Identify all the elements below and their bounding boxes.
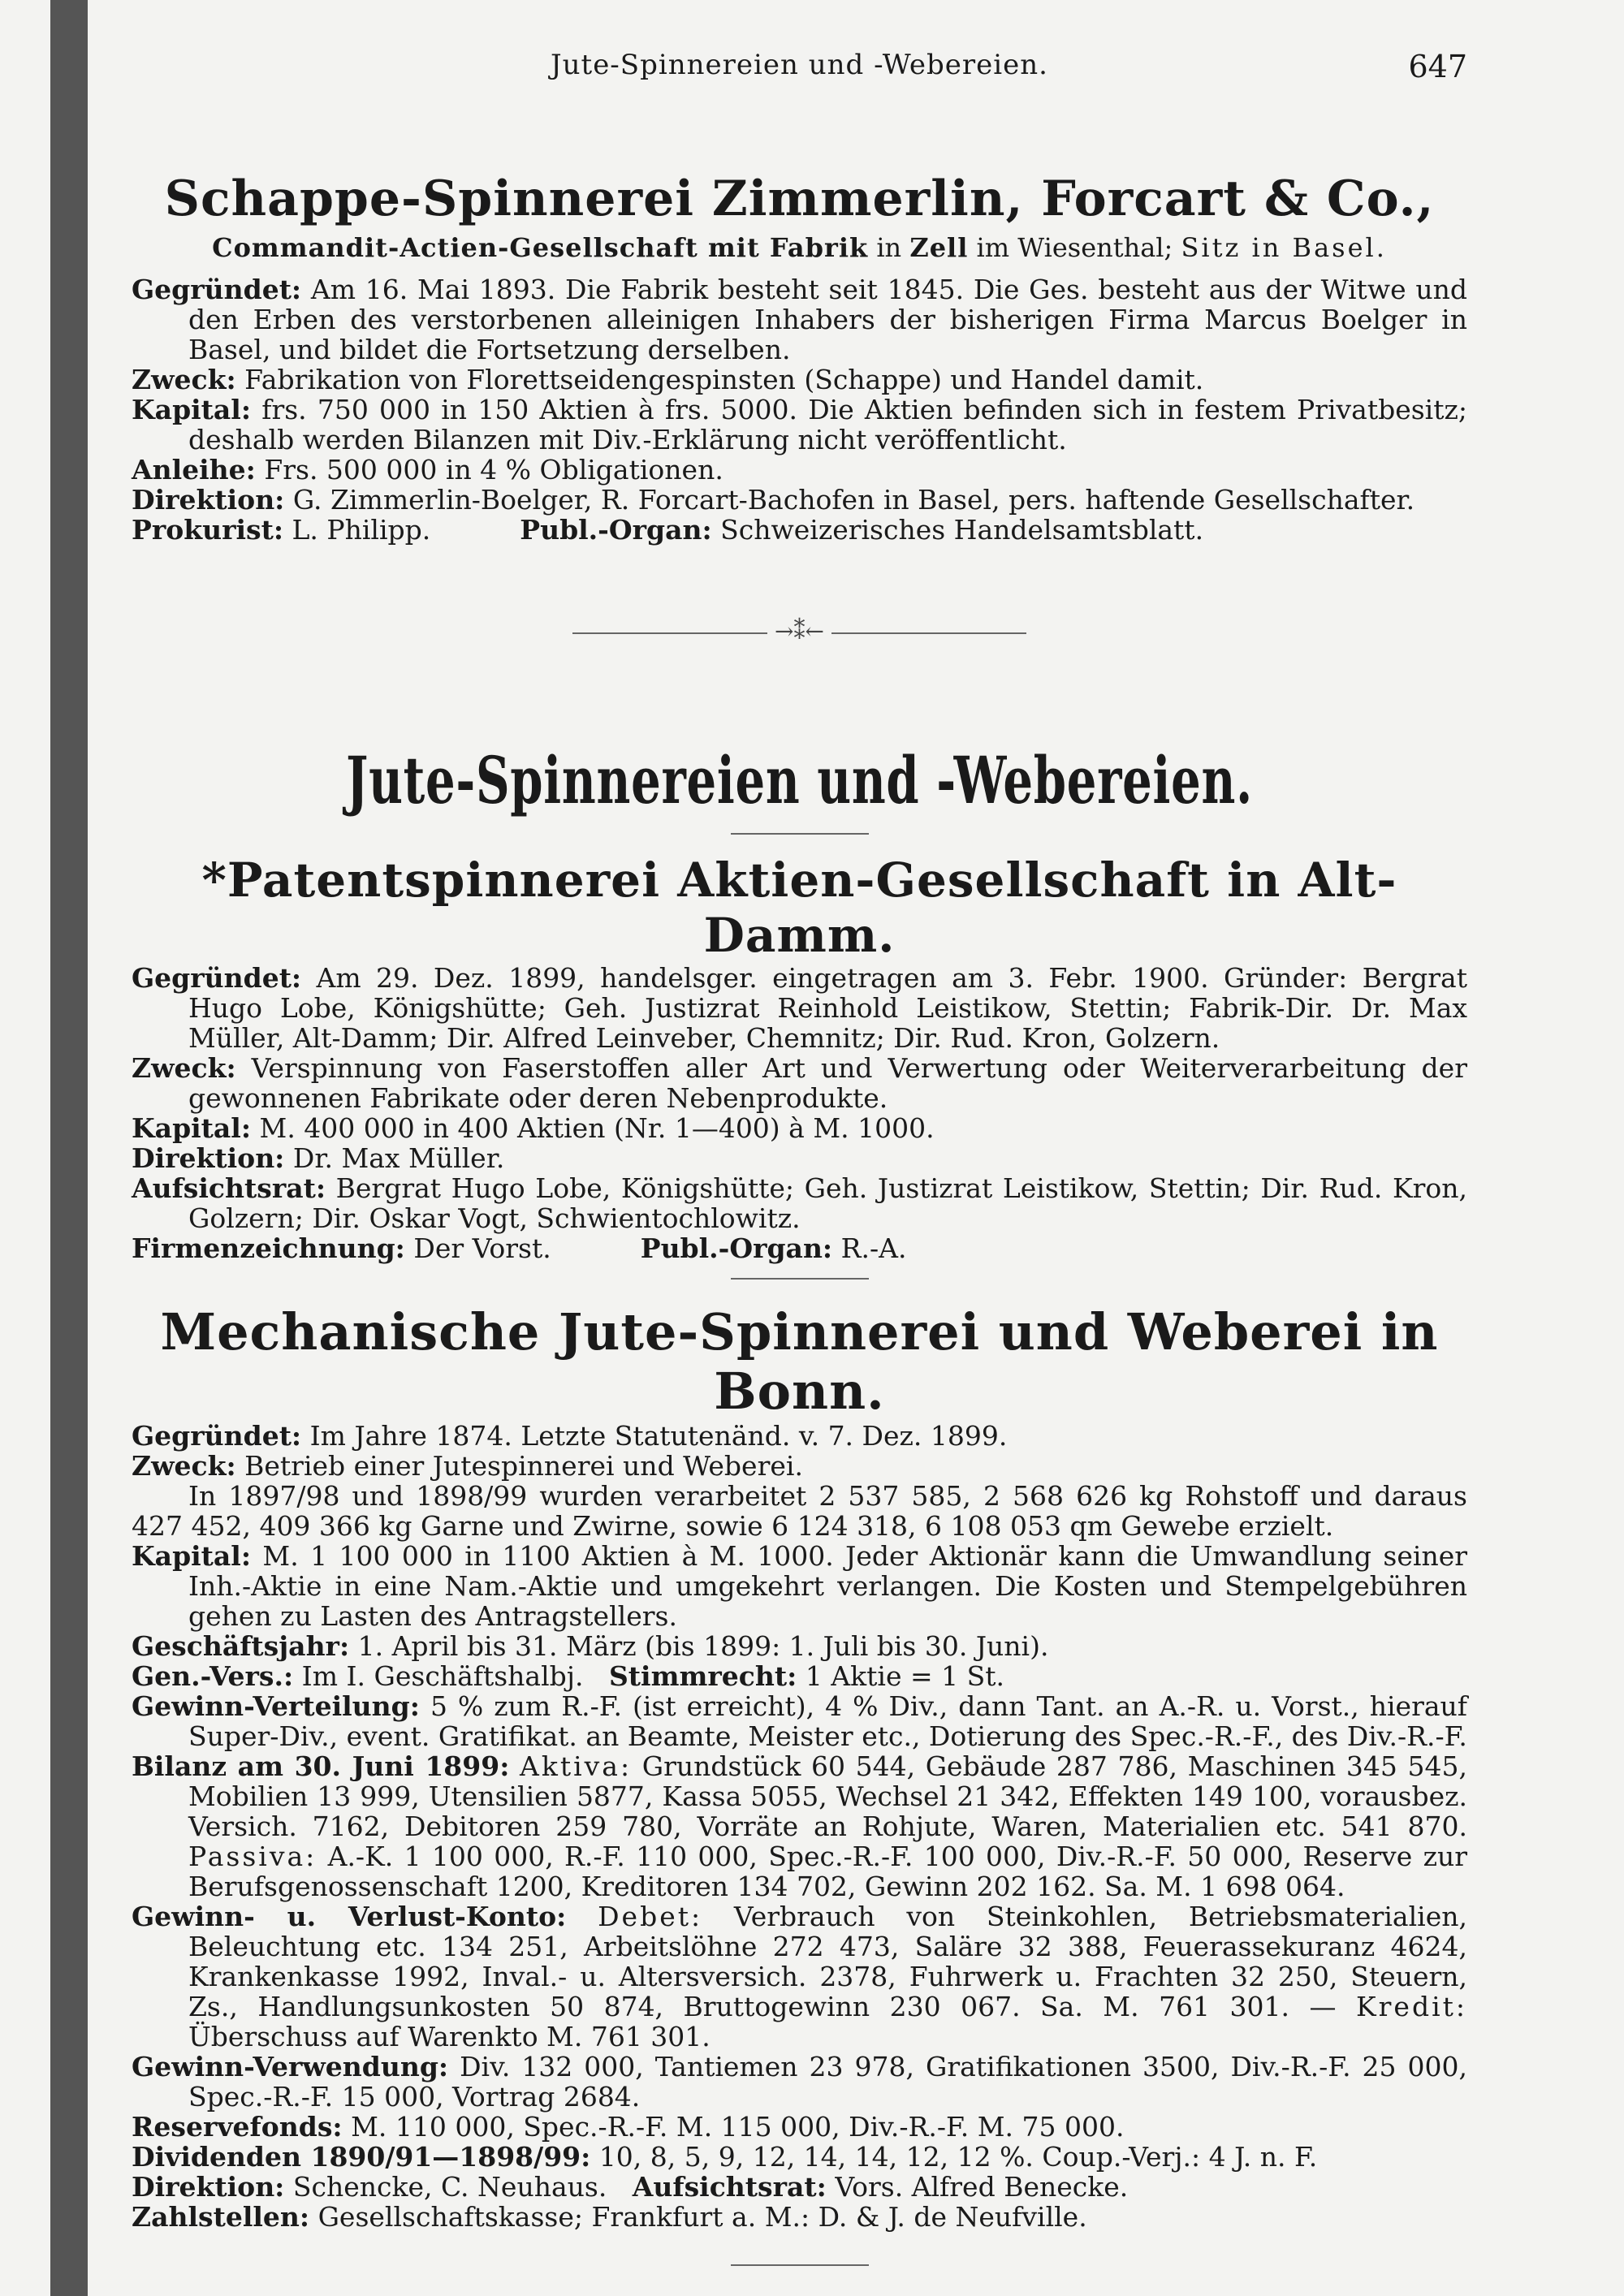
value: A.-K. 1 100 000, R.-F. 110 000, Spec.-R.-F. 100 000, Div.-R.-F. 50 000, Reserve zur Berufsgenossenschaft 1200, Kreditoren 134 702, Gewinn 202 162. Sa. M. 1 698 064. bbox=[188, 1841, 1467, 1902]
label: Geschäftsjahr: bbox=[132, 1630, 350, 1662]
entry1-sub-bold: Commandit-Actien-Gesellschaft mit Fabrik bbox=[212, 232, 869, 263]
label: Gewinn-Verteilung: bbox=[132, 1690, 420, 1722]
label: Gegründet: bbox=[132, 1420, 302, 1452]
value: Schweizerisches Handelsamtsblatt. bbox=[720, 514, 1204, 546]
entry3-gewinn-verteilung bbox=[132, 1691, 1467, 1751]
label: Gegründet: bbox=[132, 274, 302, 305]
value: Im I. Geschäftshalbj. bbox=[301, 1660, 584, 1692]
entry2-title: *Patentspinnerei Aktien-Gesellschaft in Alt-Damm. bbox=[201, 852, 1397, 963]
running-head-title: Jute-Spinnereien und -Webereien. bbox=[551, 49, 1048, 81]
entry3-gegruendet bbox=[132, 1421, 1467, 1451]
value: Verspinnung von Faserstoffen aller Art und Verwertung oder Weiterverarbeitung der gewonnenen Fabrikate oder deren Nebenprodukte. bbox=[188, 1052, 1467, 1114]
value: Fabrikation von Florettseidengespinsten (Schappe) und Handel damit. bbox=[244, 364, 1204, 395]
entry2-kapital bbox=[132, 1113, 1467, 1143]
value: Grundstück 60 544, Gebäude 287 786, Maschinen 345 545, Mobilien 13 999, Utensilien 5877, Kassa 5055, Wechsel 21 342, Effekten 149 100, vorausbez. Versich. 7162, Debitoren 259 780, Vorräte an Rohjute, Waren, Materialien etc. 541 870. bbox=[188, 1750, 1467, 1842]
entry1-zweck bbox=[132, 365, 1467, 395]
entry3-kapital bbox=[132, 1541, 1467, 1631]
value: M. 1 100 000 in 1100 Aktien à M. 1000. Jeder Aktionär kann die Umwandlung seiner Inh.-Aktie in eine Nam.-Aktie und umgekehrt verlangen. Die Kosten und Stempelgebühren gehen zu Lasten des Antragstellers. bbox=[188, 1540, 1467, 1632]
value: Dr. Max Müller. bbox=[292, 1142, 505, 1174]
label: Zahlstellen: bbox=[132, 2201, 310, 2233]
value: Vors. Alfred Benecke. bbox=[835, 2171, 1129, 2203]
label: Direktion: bbox=[132, 484, 285, 516]
entry1-kapital bbox=[132, 395, 1467, 455]
entry1-prokurist bbox=[132, 515, 1467, 545]
entry3-title: Mechanische Jute-Spinnerei und Weberei in Bonn. bbox=[160, 1302, 1439, 1421]
value: G. Zimmerlin-Boelger, R. Forcart-Bachofen in Basel, pers. haftende Gesellschafter. bbox=[292, 484, 1415, 516]
label: Aufsichtsrat: bbox=[632, 2171, 827, 2203]
value: L. Philipp. bbox=[292, 514, 431, 546]
sub-label: Kredit: bbox=[1355, 1991, 1467, 2022]
label: Reservefonds: bbox=[132, 2111, 343, 2143]
label: Stimmrecht: bbox=[608, 1660, 797, 1692]
entry3-bilanz bbox=[132, 1751, 1467, 1901]
entry1-title: Schappe-Spinnerei Zimmerlin, Forcart & Co., bbox=[164, 170, 1435, 227]
value: Betrieb einer Jutespinnerei und Weberei. bbox=[244, 1450, 803, 1482]
value: Am 16. Mai 1893. Die Fabrik besteht seit 1845. Die Ges. besteht aus der Witwe und den Erben des verstorbenen alleinigen Inhabers der bisherigen Firma Marcus Boelger in Basel, und bildet die Fortsetzung derselben. bbox=[188, 274, 1467, 365]
label: Anleihe: bbox=[132, 454, 256, 486]
entry2-gegruendet bbox=[132, 963, 1467, 1053]
label: Gegründet: bbox=[132, 962, 302, 994]
entry1-gegruendet bbox=[132, 274, 1467, 365]
label: Publ.-Organ: bbox=[520, 514, 712, 546]
value: Div. 132 000, Tantiemen 23 978, Gratifikationen 3500, Div.-R.-F. 25 000, Spec.-R.-F. 15 000, Vortrag 2684. bbox=[188, 2051, 1467, 2113]
entry3-gewinn-verwendung bbox=[132, 2052, 1467, 2112]
label: Direktion: bbox=[132, 2171, 285, 2203]
entry3-verarbeitung: In 1897/98 und 1898/99 wurden verarbeitet 2 537 585, 2 568 626 kg Rohstoff und daraus 427 452, 409 366 kg Garne und Zwirne, sowie 6 124 318, 6 108 053 qm Gewebe erzielt. bbox=[132, 1480, 1467, 1542]
label: Dividenden 1890/91—1898/99: bbox=[132, 2141, 591, 2173]
sub-label: Aktiva: bbox=[520, 1750, 633, 1782]
entry2-zweck bbox=[132, 1053, 1467, 1113]
entry3-genvers bbox=[132, 1661, 1467, 1691]
value: Verbrauch von Steinkohlen, Betriebsmaterialien, Beleuchtung etc. 134 251, Arbeitslöhne 272 473, Saläre 32 388, Feuerassekuranz 4624, Krankenkasse 1992, Inval.- u. Altersversich. 2378, Fuhrwerk u. Frachten 32 250, Steuern, Zs., Handlungsunkosten 50 874, Bruttogewinn 230 067. Sa. M. 761 301. — bbox=[188, 1901, 1467, 2022]
label: Firmenzeichnung: bbox=[132, 1232, 405, 1264]
label: Kapital: bbox=[132, 1540, 252, 1572]
value: Im Jahre 1874. Letzte Statutenänd. v. 7. Dez. 1899. bbox=[309, 1420, 1008, 1452]
value: Der Vorst. bbox=[413, 1232, 551, 1264]
entry2-direktion bbox=[132, 1143, 1467, 1173]
value: M. 400 000 in 400 Aktien (Nr. 1—400) à M. 1000. bbox=[259, 1112, 935, 1144]
value: 1. April bis 31. März (bis 1899: 1. Juli bis 30. Juni). bbox=[357, 1630, 1049, 1662]
page-number: 647 bbox=[1408, 49, 1467, 84]
label: Gen.-Vers.: bbox=[132, 1660, 294, 1692]
section-ornament bbox=[132, 618, 1467, 645]
entry3-zahlstellen bbox=[132, 2202, 1467, 2232]
entry3-direktion bbox=[132, 2172, 1467, 2202]
value: frs. 750 000 in 150 Aktien à frs. 5000. Die Aktien befinden sich in festem Privatbesitz; deshalb werden Bilanzen mit Div.-Erklärung nicht veröffentlicht. bbox=[188, 394, 1467, 455]
entry2-aufsichtsrat bbox=[132, 1173, 1467, 1233]
entry3-gewinn-verlust bbox=[132, 1901, 1467, 2052]
entry2-firmenzeichnung bbox=[132, 1233, 1467, 1263]
divider-rule bbox=[731, 2264, 869, 2266]
document-page bbox=[132, 49, 1467, 2266]
label: Gewinn-Verwendung: bbox=[132, 2051, 449, 2082]
label: Aufsichtsrat: bbox=[132, 1172, 326, 1204]
label: Zweck: bbox=[132, 1052, 236, 1084]
value: Bergrat Hugo Lobe, Königshütte; Geh. Justizrat Leistikow, Stettin; Dir. Rud. Kron, Golzern; Dir. Oskar Vogt, Schwientochlowitz. bbox=[188, 1172, 1467, 1234]
value: Schencke, C. Neuhaus. bbox=[292, 2171, 607, 2203]
label: Kapital: bbox=[132, 1112, 252, 1144]
label: Kapital: bbox=[132, 394, 252, 425]
label: Zweck: bbox=[132, 364, 236, 395]
label: Bilanz am 30. Juni 1899: bbox=[132, 1750, 510, 1782]
entry3-zweck bbox=[132, 1451, 1467, 1481]
value: Überschuss auf Warenkto M. 761 301. bbox=[188, 2021, 710, 2052]
entry1-subtitle bbox=[132, 232, 1467, 263]
section-title: Jute-Spinnereien und -Webereien. bbox=[346, 742, 1253, 818]
divider-rule bbox=[731, 833, 869, 835]
value: R.-A. bbox=[840, 1232, 907, 1264]
value: 5 % zum R.-F. (ist erreicht), 4 % Div., dann Tant. an A.-R. u. Vorst., hierauf Super-Div., event. Gratifikat. an Beamte, Meister etc., Dotierung des Spec.-R.-F., des Div.-R.-F. bbox=[188, 1690, 1467, 1752]
entry3-geschaeftsjahr bbox=[132, 1631, 1467, 1661]
value: M. 110 000, Spec.-R.-F. M. 115 000, Div.-R.-F. M. 75 000. bbox=[351, 2111, 1125, 2143]
entry1-sub-sitz: Sitz in Basel. bbox=[1181, 232, 1387, 263]
scan-edge-shadow bbox=[50, 0, 88, 2296]
value: Am 29. Dez. 1899, handelsger. eingetragen am 3. Febr. 1900. Gründer: Bergrat Hugo Lobe, Königshütte; Geh. Justizrat Reinhold Leistikow, Stettin; Fabrik-Dir. Dr. Max Müller, Alt-Damm; Dir. Alfred Leinveber, Chemnitz; Dir. Rud. Kron, Golzern. bbox=[188, 962, 1467, 1054]
running-head bbox=[132, 49, 1467, 89]
sub-label: Debet: bbox=[598, 1901, 703, 1932]
entry1-anleihe bbox=[132, 455, 1467, 485]
value: Gesellschaftskasse; Frankfurt a. M.: D. & J. de Neufville. bbox=[317, 2201, 1087, 2233]
entry1-sub-rest: im Wiesenthal; bbox=[976, 232, 1173, 263]
value: 1 Aktie = 1 St. bbox=[805, 1660, 1004, 1692]
value: Frs. 500 000 in 4 % Obligationen. bbox=[264, 454, 723, 486]
label: Prokurist: bbox=[132, 514, 283, 546]
ornament-glyph: →⁑← bbox=[775, 618, 824, 645]
entry3-dividenden bbox=[132, 2142, 1467, 2172]
label: Direktion: bbox=[132, 1142, 285, 1174]
value: 10, 8, 5, 9, 12, 14, 14, 12, 12 %. Coup.-Verj.: 4 J. n. F. bbox=[598, 2141, 1318, 2173]
entry1-sub-in: in bbox=[876, 232, 902, 263]
entry3-reservefonds bbox=[132, 2112, 1467, 2142]
label: Gewinn- u. Verlust-Konto: bbox=[132, 1901, 567, 1932]
label: Publ.-Organ: bbox=[640, 1232, 833, 1264]
divider-rule bbox=[731, 1278, 869, 1280]
entry1-sub-place: Zell bbox=[909, 232, 969, 263]
label: Zweck: bbox=[132, 1450, 236, 1482]
sub-label: Passiva: bbox=[188, 1841, 317, 1872]
entry1-direktion bbox=[132, 485, 1467, 515]
